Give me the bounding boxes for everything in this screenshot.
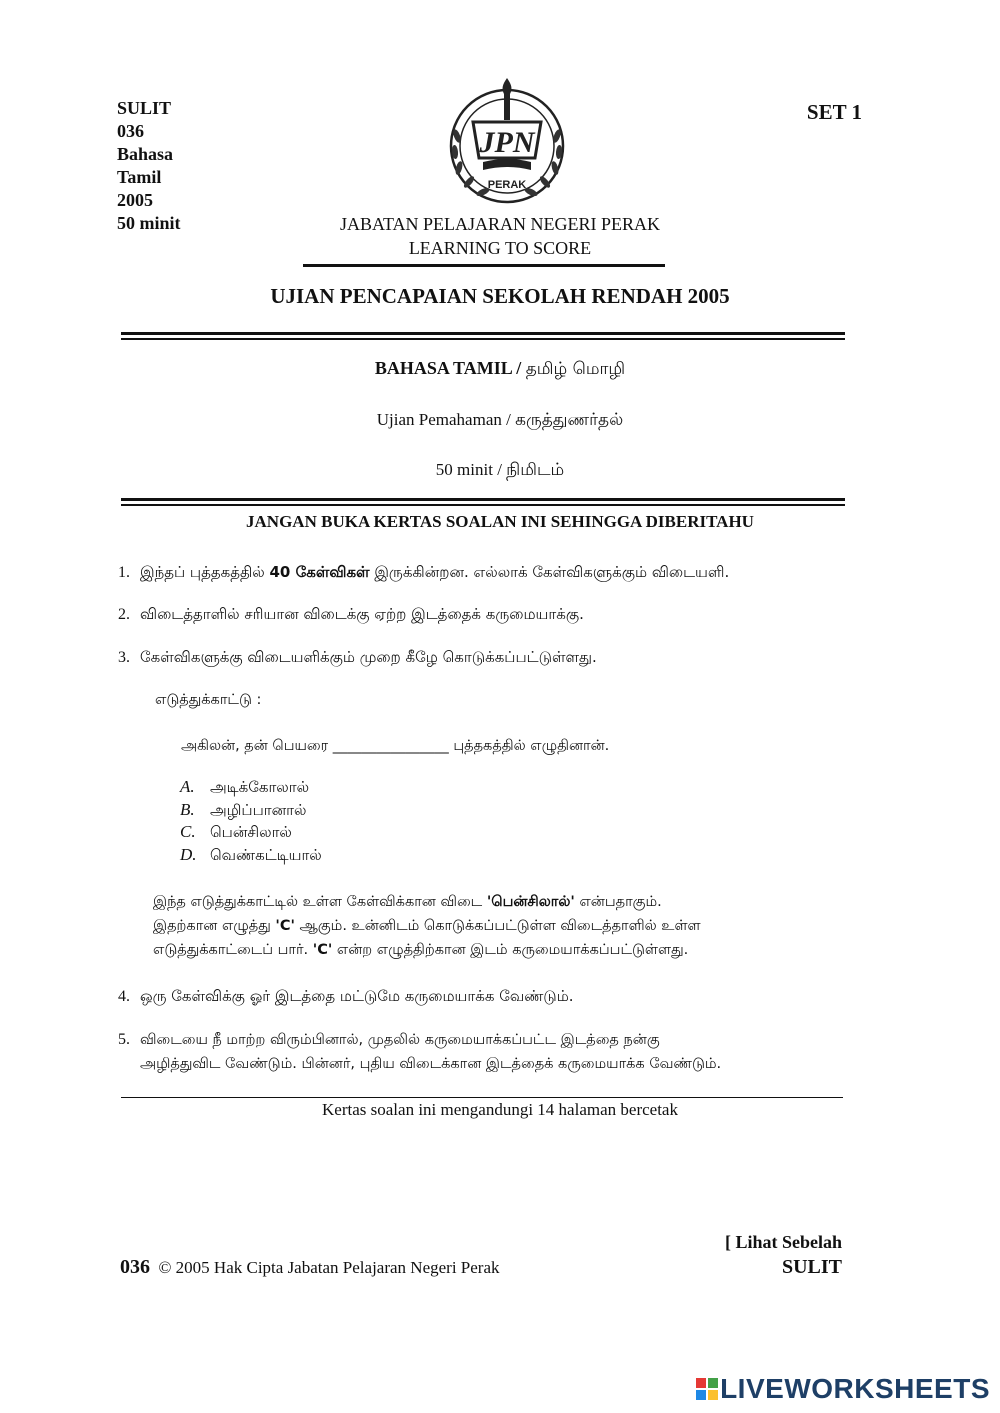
instruction-number: 4. xyxy=(118,988,130,1005)
org-name: JABATAN PELAJARAN NEGERI PERAK xyxy=(339,214,661,234)
explanation-text: இந்த எடுத்துக்காட்டில் உள்ள கேள்விக்கான விடை xyxy=(153,894,487,910)
subject-title xyxy=(0,358,1000,381)
turn-page-note: [ Lihat Sebelah xyxy=(724,1232,842,1252)
option-c xyxy=(180,821,322,844)
instruction-text: கேள்விகளுக்கு விடையளிக்கும் முறை கீழே கொடுக்கப்பட்டுள்ளது. xyxy=(140,648,597,666)
instruction-number: 2. xyxy=(118,606,130,623)
jpn-perak-logo xyxy=(443,76,571,208)
double-rule-top-2 xyxy=(121,338,845,340)
option-d xyxy=(180,844,322,867)
option-a xyxy=(180,776,322,799)
footer-sulit: SULIT xyxy=(781,1256,842,1278)
meta-code: 036 xyxy=(117,121,144,141)
instruction-text-continued: அழித்துவிட வேண்டும். பின்னர், புதிய விடைக்கான இடத்தைக் கருமையாக்க வேண்டும். xyxy=(140,1056,722,1072)
footer-copyright: © 2005 Hak Cipta Jabatan Pelajaran Negeri Perak xyxy=(158,1258,500,1277)
double-rule-mid-1 xyxy=(121,498,845,501)
meta-duration: 50 minit xyxy=(117,213,181,233)
explanation-text: இதற்கான எழுத்து xyxy=(153,918,276,934)
instruction-text: ஒரு கேள்விக்கு ஓர் இடத்தை மட்டுமே கருமையாக்க வேண்டும். xyxy=(140,987,574,1005)
explanation-text: என்பதாகும். xyxy=(574,894,662,910)
explanation-text: எடுத்துக்காட்டைப் பார். xyxy=(153,942,313,958)
option-text: அழிப்பானால் xyxy=(210,800,307,819)
example-options xyxy=(180,776,322,866)
explanation-line-1 xyxy=(153,890,853,914)
warning-text: JANGAN BUKA KERTAS SOALAN INI SEHINGGA DIBERITAHU xyxy=(246,512,754,531)
instruction-text: விடையை நீ மாற்ற விரும்பினால், முதலில் கருமையாக்கப்பட்ட இடத்தை நன்கு xyxy=(140,1032,660,1048)
liveworksheets-logo xyxy=(696,1373,990,1405)
brand-badge-icon xyxy=(696,1378,718,1400)
explanation-text: ஆகும். உன்னிடம் கொடுக்கப்பட்டுள்ள விடைத்தாளில் உள்ள xyxy=(294,918,701,934)
meta-sulit: SULIT xyxy=(117,98,172,118)
double-rule-top-1 xyxy=(121,332,845,335)
option-letter: D. xyxy=(180,844,197,864)
set-label: SET 1 xyxy=(806,100,862,124)
explanation-letter: 'C' xyxy=(312,942,333,958)
meta-subject-2: Tamil xyxy=(117,167,162,187)
explanation-text: என்ற எழுத்திற்கான இடம் கருமையாக்கப்பட்டுள்ளது. xyxy=(332,942,689,958)
subject-separator: / xyxy=(511,358,526,378)
page-count-note: Kertas soalan ini mengandungi 14 halaman bercetak xyxy=(322,1100,678,1119)
option-letter: A. xyxy=(180,777,195,796)
instruction-number: 3. xyxy=(118,649,130,666)
subject-tamil: தமிழ் மொழி xyxy=(525,359,626,379)
subject-malay: BAHASA TAMIL xyxy=(374,358,512,378)
meta-year: 2005 xyxy=(117,190,153,210)
instruction-3 xyxy=(118,645,858,670)
instruction-number: 1. xyxy=(118,564,130,581)
svg-text:PERAK: PERAK xyxy=(487,179,527,191)
header-rule xyxy=(303,264,665,267)
explanation-line-3 xyxy=(153,938,853,962)
instruction-text: இருக்கின்றன. எல்லாக் கேள்விகளுக்கும் விடையளி. xyxy=(369,563,730,581)
option-text: வெண்கட்டியால் xyxy=(210,845,322,864)
meta-subject-1: Bahasa xyxy=(117,144,174,164)
example-question: அகிலன், தன் பெயரை ________________ புத்தகத்தில் எழுதினான். xyxy=(181,738,610,754)
instruction-number: 5. xyxy=(118,1031,130,1048)
explanation-letter: 'C' xyxy=(275,918,295,934)
paper-duration: 50 minit / நிமிடம் xyxy=(435,460,565,479)
paper-name: Ujian Pemahaman / கருத்துணர்தல் xyxy=(376,410,624,429)
footer-copyright-line xyxy=(120,1256,500,1279)
explanation-line-2 xyxy=(153,914,853,938)
instruction-5 xyxy=(118,1028,858,1076)
svg-text:JPN: JPN xyxy=(479,126,535,159)
instruction-text: விடைத்தாளில் சரியான விடைக்கு ஏற்ற இடத்தைக் கருமையாக்கு. xyxy=(140,605,584,623)
option-text: பென்சிலால் xyxy=(210,823,292,841)
exam-title: UJIAN PENCAPAIAN SEKOLAH RENDAH 2005 xyxy=(270,284,730,308)
double-rule-mid-2 xyxy=(121,504,845,506)
example-label: எடுத்துக்காட்டு : xyxy=(155,692,262,708)
option-letter: B. xyxy=(180,799,195,819)
org-slogan: LEARNING TO SCORE xyxy=(408,238,592,258)
instruction-text: இந்தப் புத்தகத்தில் xyxy=(140,563,270,581)
example-explanation xyxy=(153,890,853,962)
option-b xyxy=(180,799,322,822)
instruction-highlight: 40 கேள்விகள் xyxy=(269,563,370,581)
instruction-4 xyxy=(118,984,858,1009)
explanation-answer: 'பென்சிலால்' xyxy=(486,894,575,910)
footer-code: 036 xyxy=(120,1256,150,1278)
instruction-1 xyxy=(118,560,858,585)
instruction-2 xyxy=(118,602,858,627)
footer-rule xyxy=(121,1097,843,1098)
option-text: அடிக்கோலால் xyxy=(210,778,310,796)
brand-name: LIVEWORKSHEETS xyxy=(720,1373,990,1404)
option-letter: C. xyxy=(180,822,196,841)
